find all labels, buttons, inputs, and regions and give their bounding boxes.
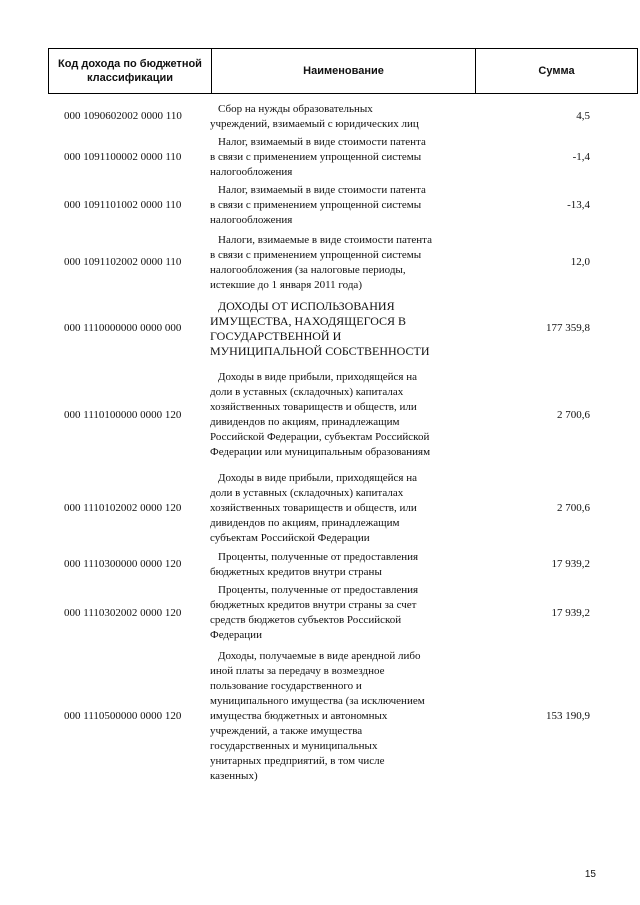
- row-code: 000 1091101002 0000 110: [64, 199, 182, 211]
- table-row: [48, 468, 610, 548]
- table-row: [48, 362, 610, 468]
- row-name: Проценты, полученные от предоставления бюджетных кредитов внутри страны: [210, 550, 419, 578]
- row-name: Налог, взимаемый в виде стоимости патента в связи с применением упрощенной системы налогообложения: [210, 135, 426, 178]
- row-code: 000 1110500000 0000 120: [64, 709, 182, 722]
- row-name: Налоги, взимаемые в виде стоимости патента в связи с применением упрощенной системы налогообложения (за налоговые периоды, истекшие до 1 января 2011 года): [210, 233, 433, 291]
- row-name: Проценты, полученные от предоставления бюджетных кредитов внутри страны за счет средств бюджетов субъектов Российской Федерации: [210, 584, 419, 641]
- row-name: ДОХОДЫ ОТ ИСПОЛЬЗОВАНИЯ ИМУЩЕСТВА, НАХОДЯЩЕГОСЯ В ГОСУДАРСТВЕННОЙ И МУНИЦИПАЛЬНОЙ СОБСТВЕННОСТИ: [210, 298, 430, 358]
- row-code: 000 1090602002 0000 110: [64, 110, 182, 122]
- table-row: [48, 548, 610, 581]
- table-row: [48, 133, 610, 181]
- row-name: Доходы в виде прибыли, приходящейся на доли в уставных (складочных) капиталах хозяйственных товариществ и обществ, или дивидендов по акциям, принадлежащим субъектам Российской Федерации: [210, 471, 418, 544]
- row-code: 000 1110300000 0000 120: [64, 558, 182, 570]
- row-sum: 177 359,8: [546, 322, 590, 334]
- row-code: 000 1110100000 0000 120: [64, 408, 182, 421]
- row-code: 000 1110302002 0000 120: [64, 606, 182, 619]
- row-sum: -1,4: [572, 150, 590, 163]
- table-row: [48, 295, 610, 362]
- row-sum: 2 700,6: [557, 408, 590, 421]
- budget-table-body: [48, 100, 610, 787]
- row-sum: -13,4: [567, 199, 590, 211]
- header-code: Код дохода по бюджетной классификации: [49, 49, 212, 94]
- row-name: Доходы, получаемые в виде арендной либо иной платы за передачу в возмездное пользование государственного и муниципального имущества (за исключением имущества бюджетных и автономных учреждений, а также имущества государственных и муниципальных унитарных предприятий, в том числе казенных): [210, 649, 425, 782]
- table-row: [48, 645, 610, 787]
- row-name: Доходы в виде прибыли, приходящейся на доли в уставных (складочных) капиталах хозяйственных товариществ и обществ, или дивидендов по акциям, принадлежащим Российской Федерации, субъектам Российской Федерации или муниципальным образованиям: [210, 371, 431, 458]
- row-sum: 17 939,2: [551, 558, 590, 570]
- row-code: 000 1110102002 0000 120: [64, 501, 182, 514]
- row-code: 000 1091100002 0000 110: [64, 150, 182, 163]
- row-sum: 4,5: [576, 110, 590, 122]
- row-code: 000 1110000000 0000 000: [64, 322, 182, 334]
- header-sum: Сумма: [476, 49, 638, 94]
- row-sum: 153 190,9: [546, 709, 590, 722]
- table-row: [48, 230, 610, 295]
- header-name: Наименование: [212, 49, 476, 94]
- table-row: [48, 181, 610, 230]
- row-name: Налог, взимаемый в виде стоимости патента в связи с применением упрощенной системы налогообложения: [210, 184, 426, 226]
- row-sum: 2 700,6: [557, 501, 590, 514]
- table-row: [48, 100, 610, 133]
- row-name: Сбор на нужды образовательных учреждений, взимаемый с юридических лиц: [210, 102, 419, 130]
- budget-table-header: [48, 48, 638, 94]
- row-code: 000 1091102002 0000 110: [64, 256, 182, 268]
- row-sum: 17 939,2: [551, 606, 590, 619]
- page-number: 15: [584, 869, 596, 880]
- row-sum: 12,0: [570, 256, 590, 268]
- table-row: [48, 581, 610, 645]
